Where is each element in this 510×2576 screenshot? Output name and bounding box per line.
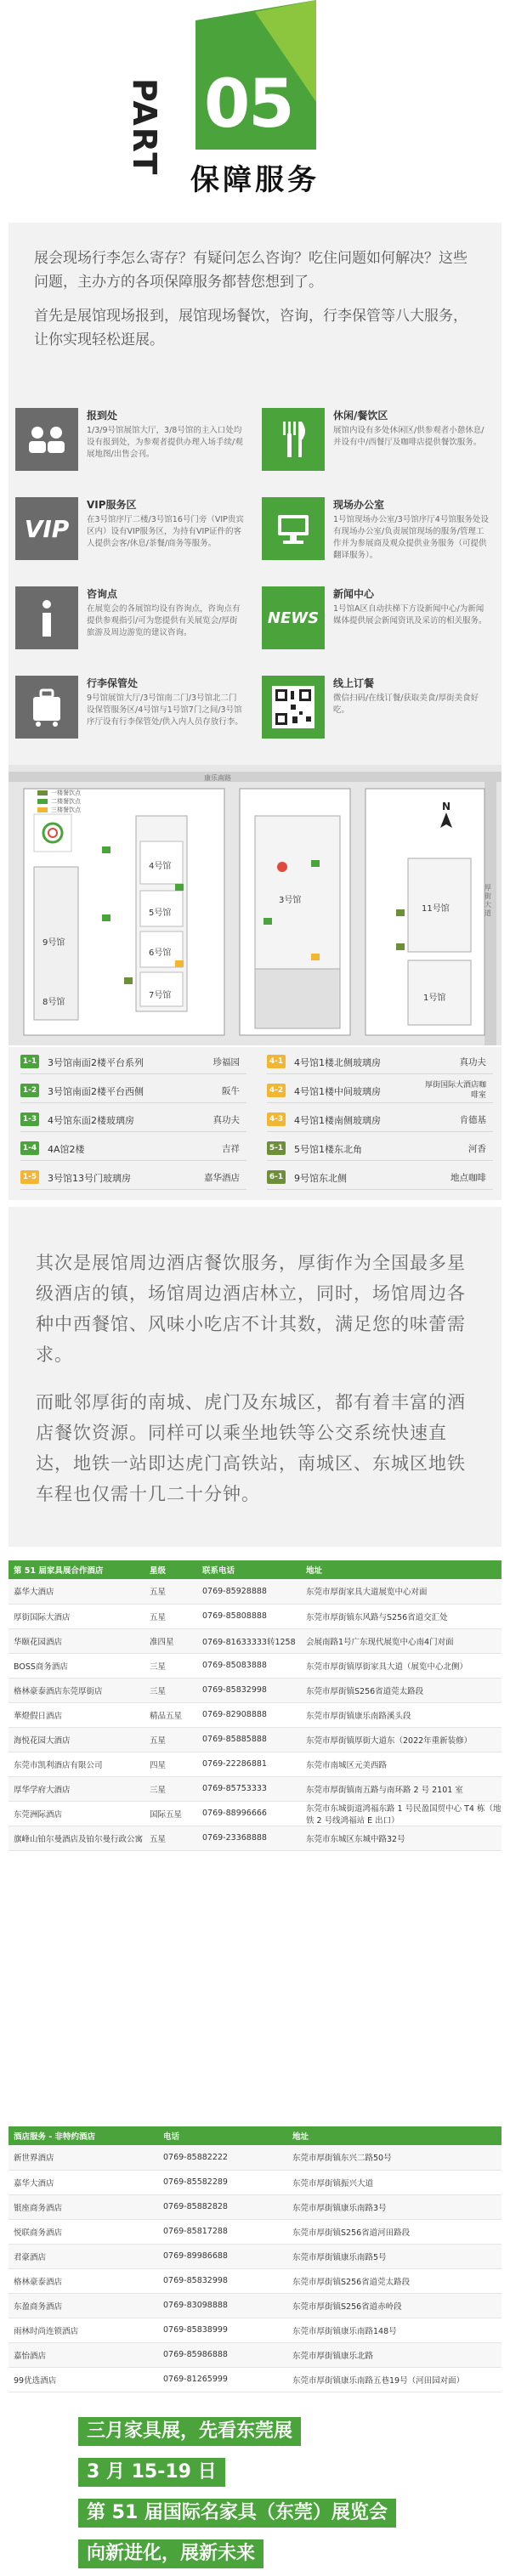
table-header: 电话 (158, 2126, 287, 2145)
table-row (8, 2194, 502, 2219)
table-header: 联系电话 (197, 1560, 301, 1579)
table-cell: 新世界酒店 (8, 2145, 158, 2170)
legend-row (255, 1166, 502, 1190)
table-cell: 东莞市东城区东城中路32号 (301, 1826, 502, 1850)
service-online-order (255, 667, 502, 756)
service-title: 咨询点 (87, 588, 118, 600)
dining-legend (8, 1047, 502, 1200)
table-cell: 嘉华大酒店 (8, 1579, 144, 1604)
table-cell: 东莞市厚街镇康乐南路溪头段 (301, 1702, 502, 1727)
table-header: 地址 (287, 2126, 502, 2145)
table-cell: 东莞市厚街镇S256省道河田路段 (287, 2219, 502, 2244)
table-cell: 东莞市厚街镇康乐南路3号 (287, 2194, 502, 2219)
hall-label: 7号馆 (149, 991, 172, 1000)
legend-place: 9号馆东北侧 (294, 1173, 347, 1184)
table-cell: 四星 (144, 1752, 197, 1776)
service-desc: 在3号馆序厅二楼/3号馆16号门旁（VIP贵宾区内）设有VIP服务区，为持有VIP证件的客人提供会客/休息/茶餐/商务等服务。 (87, 515, 244, 548)
table-row (8, 1776, 502, 1801)
partner-hotels-table (8, 1560, 502, 1851)
service-dining (255, 399, 502, 489)
table-cell: 东莞市厚街镇南五路与南环路 2 号 2101 室 (301, 1776, 502, 1801)
legend-shop: 真功夫 (459, 1057, 486, 1067)
table-row (8, 2170, 502, 2194)
hero-section (0, 0, 510, 221)
table-row (8, 1801, 502, 1826)
table-cell: 东莞市厚街镇东兴二路50号 (287, 2145, 502, 2170)
table-cell: 东莞市厚街镇康乐南路5号 (287, 2244, 502, 2268)
hall-label: 9号馆 (42, 938, 65, 948)
hall-label: 1号馆 (423, 994, 446, 1003)
table-cell: 东莞市东城街道鸿福东路 1 号民盈国贸中心 T4 栋（地铁 2 号线鸿福站 E 出口） (301, 1801, 502, 1826)
table-row (8, 2293, 502, 2318)
table-row (8, 1826, 502, 1850)
table-cell: 旗峰山铂尔曼酒店及铂尔曼行政公寓 (8, 1826, 144, 1850)
legend-row (8, 1108, 255, 1132)
legend-level-b: 二楼餐饮点 (51, 798, 81, 805)
table-cell: 精品五星 (144, 1702, 197, 1727)
table-cell: 东莞市厚街镇振兴大道 (287, 2170, 502, 2194)
service-office (255, 489, 502, 578)
table-cell: 厚华学府大酒店 (8, 1776, 144, 1801)
table-row (8, 2342, 502, 2367)
table-cell: 五星 (144, 1604, 197, 1628)
legend-shop: 厚街国际大酒店咖啡室 (424, 1081, 486, 1100)
table-row (8, 1727, 502, 1752)
legend-row (255, 1079, 502, 1103)
table-cell: 五星 (144, 1727, 197, 1752)
table-cell: 东莞市厚街镇厚街大道东（2022年重新装修） (301, 1727, 502, 1752)
legend-code: 4-3 (267, 1112, 286, 1126)
table-cell: 0769-85882222 (158, 2145, 287, 2170)
legend-row (255, 1108, 502, 1132)
info-icon (15, 586, 78, 649)
intro-paragraph: 展会现场行李怎么寄存？有疑问怎么咨询？吃住问题如何解决？这些问题，主办方的各项保障服务都替您想到了。 (34, 250, 468, 291)
vip-icon: VIP (15, 497, 78, 560)
service-desc: 1/3/9号馆展馆大厅，3/8号馆的主入口处均设有报到处，为参观者提供办理入场手续/观展地图/出售会刊。 (87, 426, 243, 459)
legend-level-c: 三楼餐饮点 (51, 807, 81, 813)
legend-row (8, 1050, 255, 1074)
table-row (8, 1752, 502, 1776)
table-cell: 东莞市凯利酒店有限公司 (8, 1752, 144, 1776)
legend-place: 3号馆13号门玻璃房 (48, 1173, 131, 1184)
table-cell: 0769-81265999 (158, 2367, 287, 2392)
table-cell: 0769-85753333 (197, 1776, 301, 1801)
table-cell: 东莞市厚街镇康乐南路148号 (287, 2318, 502, 2342)
north-label: N (442, 801, 451, 812)
road-label-top: 康乐南路 (204, 774, 231, 782)
table-cell: 海悦花园大酒店 (8, 1727, 144, 1752)
legend-shop: 真功夫 (212, 1115, 240, 1125)
table-cell: 0769-88996666 (197, 1801, 301, 1826)
service-title: 现场办公室 (333, 499, 385, 511)
luggage-icon (15, 676, 78, 739)
legend-row (255, 1050, 502, 1074)
legend-code: 1-3 (20, 1112, 39, 1126)
table-cell: 东莞市厚街镇康乐南路五巷19号（河田园对面） (287, 2367, 502, 2392)
table-cell: 银座商务酒店 (8, 2194, 158, 2219)
service-desc: 微信扫码/在线订餐/获取美食/厚街美食好吃。 (333, 694, 479, 715)
service-desc: 展馆内设有多处休闲区/供参观者小憩休息/并设有中/西餐厅及咖啡店提供餐饮服务。 (333, 426, 484, 447)
hall-label: 4号馆 (149, 862, 172, 871)
legend-code: 1-2 (20, 1084, 39, 1097)
service-title: 线上订餐 (333, 677, 375, 689)
table-cell: 格林豪泰酒店东莞厚街店 (8, 1678, 144, 1702)
table-cell: 0769-85083888 (197, 1653, 301, 1678)
registration-icon (15, 408, 78, 471)
table-cell: 三星 (144, 1653, 197, 1678)
legend-place: 3号馆南面2楼平台西侧 (48, 1086, 144, 1097)
table-row (8, 2268, 502, 2293)
table-cell: 雨林时尚连锁酒店 (8, 2318, 158, 2342)
table-row (8, 1702, 502, 1727)
venue-map (8, 765, 502, 1045)
table-body (8, 1579, 502, 1850)
table-cell: 0769-89986688 (158, 2244, 287, 2268)
intro-box (8, 223, 502, 401)
promo-line: 向新进化，展新未来 (78, 2539, 264, 2568)
hall-label: 6号馆 (149, 948, 172, 958)
table-cell: 厚街国际大酒店 (8, 1604, 144, 1628)
table-cell: 五星 (144, 1579, 197, 1604)
road-label-right: 厚街大道 (484, 884, 491, 917)
table-cell: 悦联商务酒店 (8, 2219, 158, 2244)
service-news (255, 578, 502, 667)
qr-icon (262, 676, 325, 739)
table-cell: 0769-85986888 (158, 2342, 287, 2367)
table-header: 第 51 届家具展合作酒店 (8, 1560, 144, 1579)
news-icon: NEWS (262, 586, 325, 649)
legend-place: 4号馆1楼南侧玻璃房 (294, 1115, 381, 1126)
table-header-row (8, 1560, 502, 1579)
table-cell: 东莞市厚街镇康乐北路 (287, 2342, 502, 2367)
table-cell: 0769-85808888 (197, 1604, 301, 1628)
hotel-intro-box (8, 1207, 502, 1547)
promo-line: 第 51 届国际名家具（东莞）展览会 (78, 2499, 396, 2528)
table-cell: 国际五星 (144, 1801, 197, 1826)
legend-row (8, 1079, 255, 1103)
table-cell: 0769-85928888 (197, 1579, 301, 1604)
table-cell: 0769-85832998 (158, 2268, 287, 2293)
promo-line: 3 月 15-19 日 (78, 2458, 225, 2487)
service-title: 报到处 (87, 410, 118, 422)
service-luggage (8, 667, 255, 756)
table-cell: 东莞市厚街镇东风路与S256省道交汇处 (301, 1604, 502, 1628)
table-cell: BOSS商务酒店 (8, 1653, 144, 1678)
legend-row (8, 1166, 255, 1190)
table-cell: 0769-85885888 (197, 1727, 301, 1752)
table-header: 酒店服务 - 非特约酒店 (8, 2126, 158, 2145)
hotel-intro-paragraph: 其次是展馆周边酒店餐饮服务，厚街作为全国最多星级酒店的镇，场馆周边酒店林立，同时，场馆周边各种中西餐馆、风味小吃店不计其数，满足您的味蕾需求。 (36, 1253, 466, 1365)
table-row (8, 2318, 502, 2342)
service-title: 行李保管处 (87, 677, 139, 689)
table-cell: 0769-83098888 (158, 2293, 287, 2318)
service-title: 休闲/餐饮区 (333, 410, 388, 422)
part-number: 05 (204, 66, 293, 143)
legend-shop: 地点咖啡 (450, 1173, 486, 1183)
table-cell: 0769-23368888 (197, 1826, 301, 1850)
service-desc: 1号馆A区自动扶梯下方设新闻中心/为新闻媒体提供展会新闻资讯及采访的相关服务。 (333, 604, 487, 626)
table-cell: 0769-85838999 (158, 2318, 287, 2342)
table-row (8, 1678, 502, 1702)
legend-code: 1-1 (20, 1055, 39, 1068)
legend-code: 1-4 (20, 1141, 39, 1155)
part-label: PART (126, 78, 163, 177)
promo-line: 三月家具展，先看东莞展 (78, 2417, 301, 2446)
table-cell: 0769-22286881 (197, 1752, 301, 1776)
table-cell: 99优选酒店 (8, 2367, 158, 2392)
table-cell: 0769-85582289 (158, 2170, 287, 2194)
table-row (8, 1579, 502, 1604)
table-row (8, 2145, 502, 2170)
table-cell: 华颐花园酒店 (8, 1628, 144, 1653)
table-cell: 会展南路1号广东现代展览中心南4门对面 (301, 1628, 502, 1653)
service-vip (8, 489, 255, 578)
legend-level-a: 一楼餐饮点 (51, 790, 81, 796)
intro-paragraph: 首先是展馆现场报到，展馆现场餐饮，咨询，行李保管等八大服务，让你实现轻松逛展。 (34, 308, 468, 348)
promo-banner (0, 2388, 510, 2576)
table-body (8, 2145, 502, 2392)
legend-place: 3号馆南面2楼平台系列 (48, 1057, 144, 1068)
table-row (8, 1604, 502, 1628)
table-cell: 东莞洲际酒店 (8, 1801, 144, 1826)
table-cell: 东莞市南城区元美西路 (301, 1752, 502, 1776)
legend-shop: 珍福园 (212, 1057, 240, 1067)
hall-label: 11号馆 (422, 904, 450, 914)
table-cell: 0769-85882828 (158, 2194, 287, 2219)
hall-label: 5号馆 (149, 909, 172, 918)
legend-place: 4号馆1楼中间玻璃房 (294, 1086, 381, 1097)
table-cell: 君豪酒店 (8, 2244, 158, 2268)
other-hotels-table (8, 2126, 502, 2392)
table-cell: 嘉华大酒店 (8, 2170, 158, 2194)
table-row (8, 1628, 502, 1653)
table-header: 星级 (144, 1560, 197, 1579)
service-desc: 1号馆现场办公室/3号馆序厅4号馆服务处设有现场办公室/负责展馆现场的服务/管理工作并为参展商及观众提供业务服务（可提供翻译服务）。 (333, 515, 489, 560)
table-cell: 格林豪泰酒店 (8, 2268, 158, 2293)
services-grid (8, 399, 502, 765)
hall-label: 8号馆 (42, 998, 65, 1007)
legend-code: 4-1 (267, 1055, 286, 1068)
table-cell: 东莞市厚街镇S256省道莞太路段 (301, 1678, 502, 1702)
dining-icon (262, 408, 325, 471)
table-header-row (8, 2126, 502, 2145)
table-cell: 五星 (144, 1826, 197, 1850)
legend-shop: 肯德基 (459, 1115, 486, 1125)
table-cell: 东莞市厚街镇S256省道莞太路段 (287, 2268, 502, 2293)
service-desc: 9号馆展馆大厅/3号馆南二门/3号馆北二门设保管服务区/4号馆与1号馆7门之间/3号馆序厅设有行李保管处/供入内人员存放行李。 (87, 694, 243, 727)
service-title: VIP服务区 (87, 499, 137, 511)
table-cell: 东莞市厚街家具大道展览中心对面 (301, 1579, 502, 1604)
hall-label: 3号馆 (279, 896, 302, 905)
legend-shop: 阪牛 (222, 1086, 240, 1096)
legend-code: 4-2 (267, 1084, 286, 1097)
service-registration (8, 399, 255, 489)
table-cell: 嘉怡酒店 (8, 2342, 158, 2367)
legend-place: 4A馆2楼 (48, 1144, 85, 1155)
legend-row (8, 1137, 255, 1161)
legend-shop: 吉祥 (222, 1144, 240, 1154)
table-row (8, 1653, 502, 1678)
table-cell: 东莞市厚街镇厚街家具大道（展览中心北侧） (301, 1653, 502, 1678)
legend-row (255, 1137, 502, 1161)
office-icon (262, 497, 325, 560)
legend-place: 4号馆1楼北侧玻璃房 (294, 1057, 381, 1068)
service-info (8, 578, 255, 667)
service-desc: 在展览会的各展馆均设有咨询点，咨询点有提供参观指引/可为您提供有关展览会/厚街旅游及周边游览的建议咨询。 (87, 604, 241, 637)
table-cell: 东盈商务酒店 (8, 2293, 158, 2318)
service-title: 新闻中心 (333, 588, 375, 600)
legend-place: 5号馆1楼东北角 (294, 1144, 362, 1155)
table-cell: 三星 (144, 1776, 197, 1801)
table-cell: 东莞市厚街镇S256省道赤岭段 (287, 2293, 502, 2318)
legend-code: 1-5 (20, 1170, 39, 1184)
legend-place: 4号馆东面2楼玻璃房 (48, 1115, 134, 1126)
table-cell: 准四星 (144, 1628, 197, 1653)
table-cell: 0769-81633333转1258 (197, 1628, 301, 1653)
legend-shop: 嘉华酒店 (204, 1173, 240, 1183)
legend-code: 5-1 (267, 1141, 286, 1155)
legend-shop: 河香 (468, 1144, 486, 1154)
table-cell: 華燈假日酒店 (8, 1702, 144, 1727)
table-cell: 三星 (144, 1678, 197, 1702)
table-cell: 0769-82908888 (197, 1702, 301, 1727)
table-cell: 0769-85817288 (158, 2219, 287, 2244)
table-row (8, 2244, 502, 2268)
table-header: 地址 (301, 1560, 502, 1579)
legend-code: 6-1 (267, 1170, 286, 1184)
table-row (8, 2219, 502, 2244)
page-title: 保障服务 (190, 163, 320, 197)
hotel-intro-paragraph: 而毗邻厚街的南城、虎门及东城区，都有着丰富的酒店餐饮资源。同样可以乘坐地铁等公交系统快速直达，地铁一站即达虎门高铁站，南城区、东城区地铁车程也仅需十几二十分钟。 (36, 1392, 466, 1504)
table-cell: 0769-85832998 (197, 1678, 301, 1702)
